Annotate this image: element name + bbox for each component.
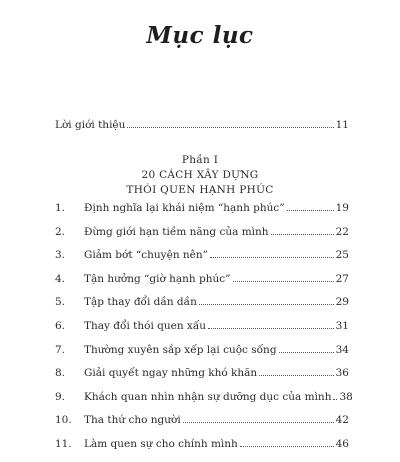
entry-number: 1. [55,202,66,214]
dot-leader [271,234,334,235]
toc-intro-entry [55,119,349,135]
entry-page: 25 [335,249,349,262]
entry-text: Làm quen sự cho chính mình [84,437,238,450]
entry-text: Tận hưởng “giờ hạnh phúc” [84,272,231,285]
entry-text: Tập thay đổi dần dần [84,296,197,309]
toc-entry [55,249,349,273]
dot-leader [233,281,334,282]
entry-page: 34 [335,343,349,356]
toc-entry [55,226,349,250]
dot-leader [183,422,334,423]
entry-number: 4. [55,272,66,285]
entry-page: 19 [335,202,349,214]
entry-number: 10. [55,414,72,427]
dot-leader [199,304,334,305]
toc-entry [55,438,349,462]
entry-number: 11. [55,437,72,450]
entry-text: Giảm bớt “chuyện nên” [84,249,209,262]
toc-entry [55,273,349,297]
entry-text: Lời giới thiệu [55,119,126,131]
toc-list [55,202,353,462]
entry-page: 11 [335,119,349,131]
page-title: Mục lục [146,22,254,49]
entry-page: 42 [335,414,349,427]
part-title-line-1: 20 CÁCH XÂY DỰNG [141,169,259,181]
part-label: Phần I [181,154,219,166]
toc-entry [55,320,349,344]
entry-text: Giải quyết ngay những khó khăn [84,367,258,380]
toc-entry [55,344,349,368]
entry-number: 6. [55,319,66,332]
entry-number: 2. [55,225,66,238]
dot-leader [259,375,333,376]
toc-entry [55,202,349,226]
dot-leader [127,127,333,128]
entry-text: Đừng giới hạn tiềm năng của mình [84,225,269,238]
dot-leader [208,328,334,329]
toc-entry [55,390,353,415]
entry-page: 27 [335,272,349,285]
dot-leader [279,352,334,353]
entry-page: 46 [335,437,349,450]
entry-text: Định nghĩa lại khái niệm “hạnh phúc” [84,202,285,214]
entry-number: 7. [55,343,66,356]
entry-page: 31 [335,319,349,332]
dot-leader [287,210,334,211]
entry-text: Khách quan nhìn nhận sự dưỡng dục của mình [84,390,332,403]
entry-text: Thay đổi thói quen xấu [84,319,207,332]
entry-text: Thường xuyên sắp xếp lại cuộc sống [84,343,277,356]
entry-page: 38 [339,390,353,403]
dot-leader [210,257,334,258]
entry-number: 9. [55,390,66,403]
entry-text: Tha thứ cho người [84,414,181,427]
entry-number: 8. [55,367,66,380]
toc-entry [55,367,349,391]
toc-entry [55,414,349,438]
entry-number: 5. [55,296,66,309]
entry-number: 3. [55,249,66,262]
part-title-line-2: THÓI QUEN HẠNH PHÚC [126,184,274,196]
entry-page: 36 [335,367,349,380]
entry-page: 29 [335,296,349,309]
entry-page: 22 [335,225,349,238]
dot-leader [240,446,334,447]
toc-entry [55,296,349,320]
